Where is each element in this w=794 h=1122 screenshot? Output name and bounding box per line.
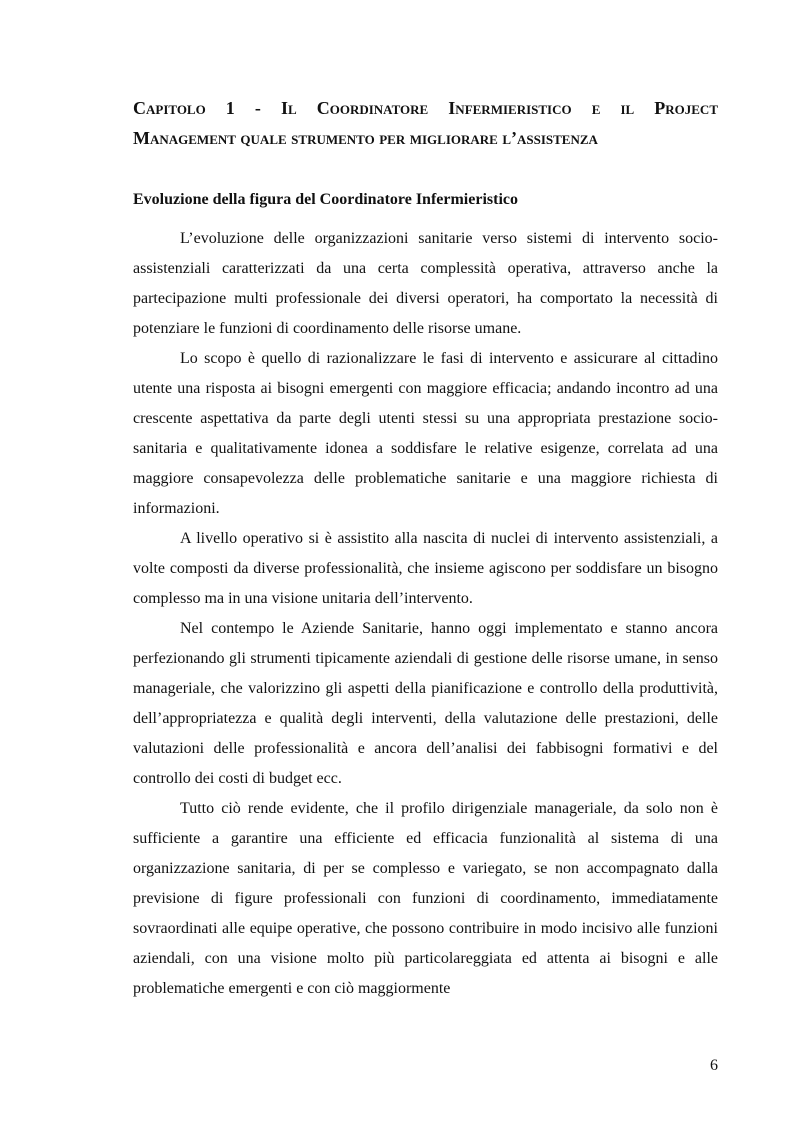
section-title: Evoluzione della figura del Coordinatore Infermieristico <box>133 191 518 208</box>
chapter-title-line-2: Management quale strumento per migliorare l’assistenza <box>133 128 598 148</box>
paragraph: Tutto ciò rende evidente, che il profilo dirigenziale manageriale, da solo non è sufficiente a garantire una efficiente ed efficacia funzionalità al sistema di una organizzazione sanitaria, di per se complesso e variegato, se non accompagnato dalla previsione di figure professionali con funzioni di coordinamento, immediatamente sovraordinati alle equipe operative, che possono contribuire in modo incisivo alle funzioni aziendali, con una visione molto più particolareggiata ed attenta ai bisogni e alle problematiche emergenti e con ciò maggiormente <box>133 800 718 997</box>
body-text <box>133 224 718 1004</box>
chapter-title-line-1: Capitolo 1 - Il Coordinatore Infermieristico e il Project <box>133 98 718 118</box>
page-number: 6 <box>710 1057 718 1074</box>
paragraph: L’evoluzione delle organizzazioni sanitarie verso sistemi di intervento socio-assistenziali caratterizzati da una certa complessità operativa, attraverso anche la partecipazione multi professionale dei diversi operatori, ha comportato la necessità di potenziare le funzioni di coordinamento delle risorse umane. <box>133 230 718 337</box>
paragraph: Lo scopo è quello di razionalizzare le fasi di intervento e assicurare al cittadino utente una risposta ai bisogni emergenti con maggiore efficacia; andando incontro ad una crescente aspettativa da parte degli utenti stessi su una appropriata prestazione socio-sanitaria e qualitativamente idonea a soddisfare le relative esigenze, correlata ad una maggiore consapevolezza delle problematiche sanitarie e una maggiore richiesta di informazioni. <box>133 350 718 517</box>
paragraph: Nel contempo le Aziende Sanitarie, hanno oggi implementato e stanno ancora perfezionando gli strumenti tipicamente aziendali di gestione delle risorse umane, in senso manageriale, che valorizzino gli aspetti della pianificazione e controllo della produttività, dell’appropriatezza e qualità degli interventi, della valutazione delle prestazioni, delle valutazioni delle professionalità e ancora dell’analisi dei fabbisogni formativi e del controllo dei costi di budget ecc. <box>133 620 718 787</box>
paragraph: A livello operativo si è assistito alla nascita di nuclei di intervento assistenziali, a volte composti da diverse professionalità, che insieme agiscono per soddisfare un bisogno complesso ma in una visione unitaria dell’intervento. <box>133 530 718 607</box>
chapter-title <box>133 93 718 153</box>
